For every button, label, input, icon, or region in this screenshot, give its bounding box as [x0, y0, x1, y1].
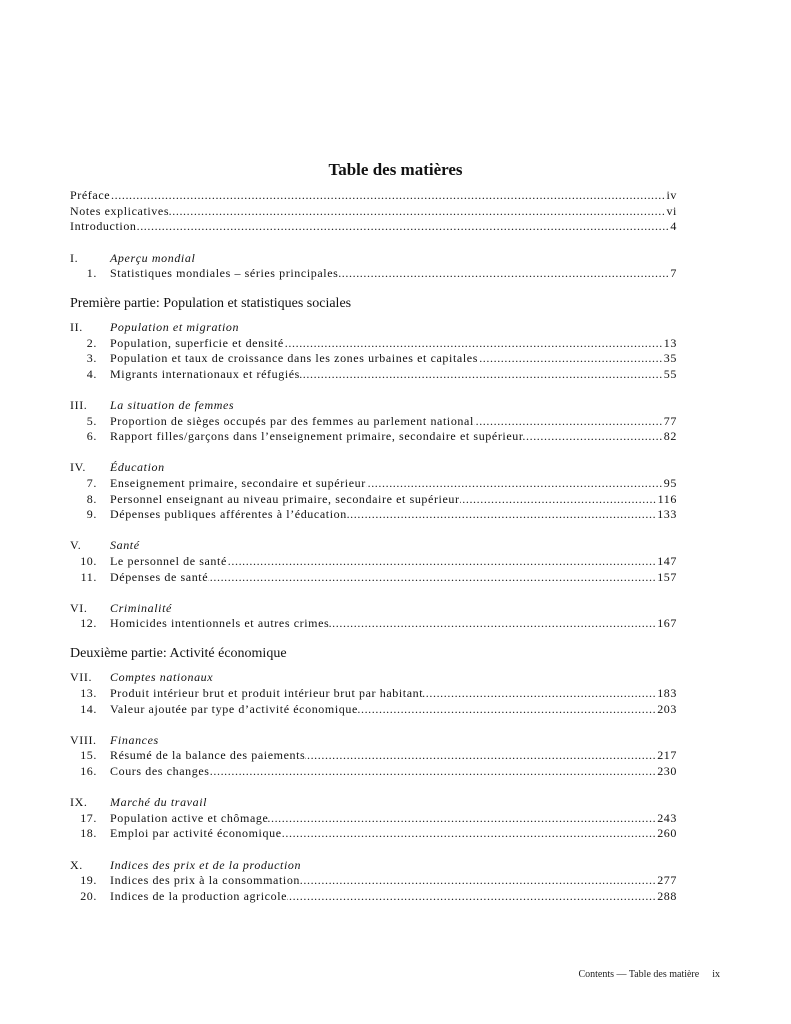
entry-title: Personnel enseignant au niveau primaire, secondaire et supérieur: [110, 491, 460, 506]
dot-leader: [523, 429, 663, 445]
entry-title: Indices des prix à la consommation: [110, 873, 301, 888]
page-number: 167: [657, 616, 677, 631]
chapter-heading: [70, 670, 677, 686]
chapter-group: [70, 460, 677, 522]
chapter-group: [70, 733, 677, 780]
toc-entry: [70, 266, 677, 282]
entry-number: 16.: [80, 763, 97, 778]
chapter-group: [70, 320, 677, 382]
entry-title: Indices de la production agricole: [110, 888, 288, 903]
page-number: 82: [663, 429, 677, 444]
toc-entry: [70, 429, 677, 445]
chapter-title: Indices des prix et de la production: [110, 857, 302, 872]
entry-number: 11.: [80, 569, 97, 584]
chapter-heading: [70, 795, 677, 811]
toc-entry: [70, 554, 677, 570]
page-number: 7: [670, 266, 677, 281]
chapter-title: Comptes nationaux: [110, 670, 214, 685]
entry-title: Dépenses publiques afférentes à l’éducation: [110, 507, 347, 522]
chapter-numeral: X.: [70, 857, 83, 872]
chapter-numeral: VI.: [70, 600, 88, 615]
dot-leader: [358, 702, 657, 718]
page-number: iv: [666, 188, 677, 203]
entry-number: 14.: [80, 701, 97, 716]
chapter-title: Marché du travail: [110, 795, 208, 810]
page-number: 133: [657, 507, 677, 522]
page-number: 183: [657, 686, 677, 700]
dot-leader: [110, 188, 666, 204]
toc-entry: [70, 873, 677, 889]
table-of-contents: [70, 188, 677, 904]
page-number: 4: [670, 219, 677, 234]
toc-entry: [70, 414, 677, 430]
toc-entry: [70, 351, 677, 367]
dot-leader: [474, 414, 664, 430]
toc-entry: [70, 616, 677, 632]
chapter-numeral: IX.: [70, 795, 88, 810]
chapter-title: Criminalité: [110, 600, 172, 615]
toc-entry: [70, 492, 677, 508]
dot-leader: [137, 219, 671, 235]
chapter-heading: [70, 251, 677, 267]
page-number: 147: [657, 554, 677, 569]
dot-leader: [300, 873, 657, 889]
page-number: 35: [663, 351, 677, 366]
dot-leader: [366, 476, 664, 492]
page-number: 288: [657, 888, 677, 903]
page-number: vi: [666, 203, 677, 218]
toc-entry: [70, 507, 677, 523]
page-number: 157: [657, 569, 677, 584]
entry-number: 12.: [80, 616, 97, 631]
page-number: 277: [657, 873, 677, 888]
entry-number: 10.: [80, 554, 97, 569]
chapter-group: [70, 538, 677, 585]
entry-number: 7.: [86, 476, 97, 491]
entry-number: 8.: [86, 491, 97, 506]
toc-entry-preface: [70, 188, 677, 204]
page-number: 260: [657, 826, 677, 841]
chapter-heading: [70, 601, 677, 617]
toc-entry: [70, 476, 677, 492]
entry-title: Statistiques mondiales – séries principales: [110, 266, 339, 281]
entry-title: Population, superficie et densité: [110, 335, 284, 350]
entry-title: Homicides intentionnels et autres crimes: [110, 616, 330, 631]
chapter-numeral: II.: [70, 320, 83, 335]
chapter-group: [70, 670, 677, 717]
dot-leader: [338, 266, 670, 282]
dot-leader: [347, 507, 657, 523]
entry-number: 17.: [80, 810, 97, 825]
toc-entry: [70, 570, 677, 586]
toc-entry: [70, 889, 677, 905]
chapter-group: [70, 251, 677, 282]
dot-leader: [284, 336, 664, 352]
chapter-title: Population et migration: [110, 320, 240, 335]
chapter-group: [70, 795, 677, 842]
chapter-title: Aperçu mondial: [110, 250, 196, 265]
chapter-numeral: I.: [70, 250, 79, 265]
entry-title: Migrants internationaux et réfugiés: [110, 366, 300, 381]
entry-title: Préface: [70, 188, 111, 203]
chapter-numeral: V.: [70, 538, 82, 553]
toc-entry: [70, 367, 677, 383]
chapter-heading: [70, 858, 677, 874]
toc-entry: [70, 686, 677, 702]
entry-number: 6.: [86, 429, 97, 444]
entry-number: 15.: [80, 748, 97, 763]
chapter-heading: [70, 538, 677, 554]
entry-number: 19.: [80, 873, 97, 888]
entry-title: Produit intérieur brut et produit intérieur brut par habitant: [110, 686, 424, 700]
page-number: 55: [663, 366, 677, 381]
entry-number: 3.: [86, 351, 97, 366]
page-number: 95: [663, 476, 677, 491]
dot-leader: [287, 889, 657, 905]
page-number: 243: [657, 810, 677, 825]
chapter-heading: [70, 460, 677, 476]
folio-page-number: ix: [712, 969, 720, 980]
chapter-heading: [70, 733, 677, 749]
dot-leader: [460, 492, 658, 508]
dot-leader: [282, 826, 658, 842]
chapter-heading: [70, 398, 677, 414]
entry-number: 9.: [86, 507, 97, 522]
chapter-numeral: III.: [70, 398, 88, 413]
part-heading: Deuxième partie: Activité économique: [70, 646, 287, 662]
entry-number: 18.: [80, 826, 97, 841]
entry-number: 2.: [86, 335, 97, 350]
chapter-numeral: VII.: [70, 670, 93, 685]
page-number: 230: [657, 763, 677, 778]
page-title: Table des matières: [328, 160, 463, 179]
dot-leader: [227, 554, 657, 570]
page-number: 13: [663, 335, 677, 350]
dot-leader: [268, 811, 657, 827]
toc-entry-introduction: [70, 219, 677, 235]
entry-number: 4.: [86, 366, 97, 381]
chapter-group: [70, 601, 677, 632]
page-number: 217: [657, 748, 677, 763]
toc-entry: [70, 748, 677, 764]
entry-title: Résumé de la balance des paiements: [110, 748, 306, 763]
toc-entry: [70, 764, 677, 780]
entry-number: 1.: [86, 266, 97, 281]
entry-title: Enseignement primaire, secondaire et supérieur: [110, 476, 366, 491]
chapter-numeral: VIII.: [70, 732, 97, 747]
entry-title: Rapport filles/garçons dans l’enseignement primaire, secondaire et supérieur: [110, 429, 524, 444]
page-number: 203: [657, 701, 677, 716]
chapter-title: Finances: [110, 732, 159, 747]
entry-title: Dépenses de santé: [110, 569, 209, 584]
entry-title: Cours des changes: [110, 763, 210, 778]
entry-title: Notes explicatives: [70, 203, 170, 218]
chapter-title: Éducation: [110, 460, 165, 475]
dot-leader: [305, 748, 657, 764]
chapter-group: [70, 858, 677, 905]
entry-title: Introduction: [70, 219, 137, 234]
entry-title: Valeur ajoutée par type d’activité économique: [110, 701, 358, 716]
dot-leader: [210, 764, 658, 780]
toc-entry: [70, 811, 677, 827]
chapter-title: La situation de femmes: [110, 398, 235, 413]
entry-title: Population et taux de croissance dans les zones urbaines et capitales: [110, 351, 478, 366]
running-footer: [578, 968, 720, 982]
entry-number: 5.: [86, 413, 97, 428]
chapter-numeral: IV.: [70, 460, 86, 475]
chapter-title: Santé: [110, 538, 140, 553]
toc-entry: [70, 336, 677, 352]
chapter-heading: [70, 320, 677, 336]
dot-leader: [208, 570, 657, 586]
entry-title: Proportion de sièges occupés par des femmes au parlement national: [110, 413, 474, 428]
entry-title: Emploi par activité économique: [110, 826, 282, 841]
entry-number: 13.: [80, 686, 97, 700]
dot-leader: [300, 367, 664, 383]
page-number: 77: [663, 413, 677, 428]
dot-leader: [423, 686, 657, 702]
toc-entry: [70, 826, 677, 842]
dot-leader: [169, 204, 666, 220]
toc-entry-notes: [70, 204, 677, 220]
dot-leader: [478, 351, 664, 367]
chapter-group: [70, 398, 677, 445]
footer-label: Contents — Table des matière: [578, 969, 700, 980]
entry-title: Population active et chômage: [110, 810, 269, 825]
dot-leader: [329, 616, 657, 632]
toc-entry: [70, 702, 677, 718]
entry-number: 20.: [80, 888, 97, 903]
page-number: 116: [657, 491, 677, 506]
part-heading: Première partie: Population et statistiques sociales: [70, 296, 352, 312]
entry-title: Le personnel de santé: [110, 554, 227, 569]
